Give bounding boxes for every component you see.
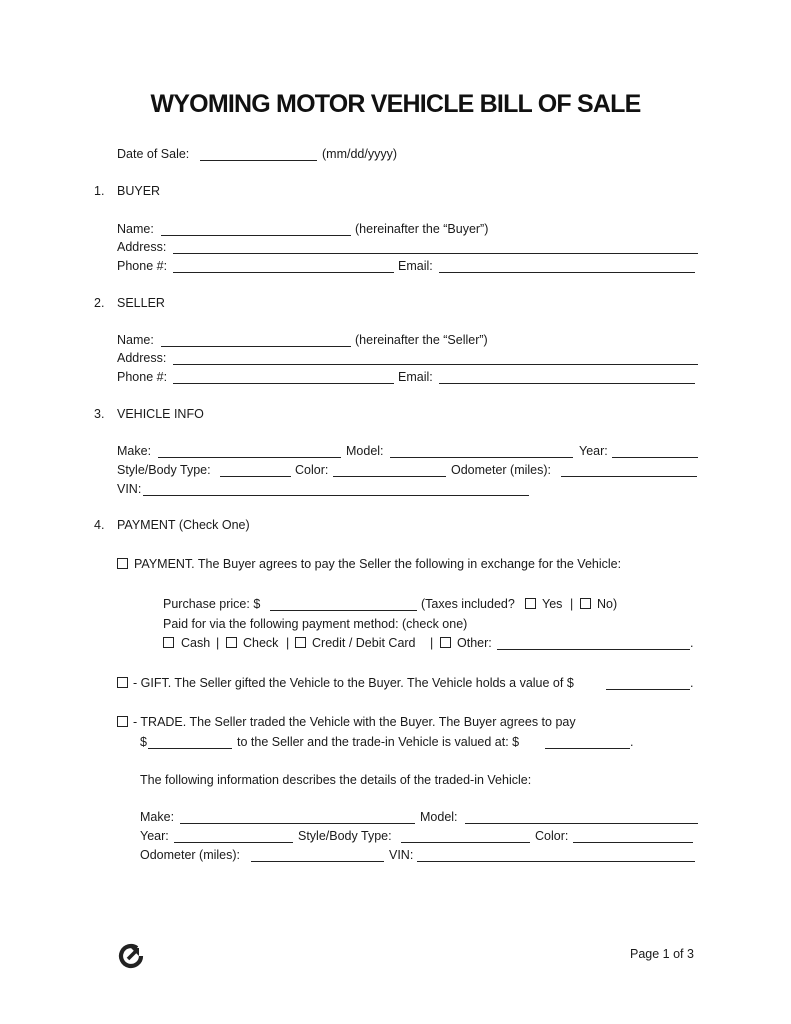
seller-address-label: Address: [117,351,167,365]
method-cash-checkbox[interactable] [163,637,174,648]
section-number-buyer: 1. [94,184,105,198]
vehicle-make-label: Make: [117,444,152,458]
trade-odometer-field[interactable] [251,861,384,862]
section-number-payment: 4. [94,518,105,532]
section-heading-seller: SELLER [117,296,165,310]
trade-model-label: Model: [420,810,458,824]
payment-method-label: Paid for via the following payment method: (check one) [163,617,468,631]
buyer-name-field[interactable] [161,235,351,236]
method-check-label: Check [243,636,279,650]
method-separator: | [216,636,220,650]
gift-option-checkbox[interactable] [117,677,128,688]
purchase-price-field[interactable] [270,610,417,611]
trade-year-label: Year: [140,829,169,843]
buyer-name-suffix: (hereinafter the “Buyer”) [355,222,489,236]
trade-style-label: Style/Body Type: [298,829,392,843]
vehicle-year-field[interactable] [612,457,698,458]
section-heading-payment: PAYMENT (Check One) [117,518,250,532]
vehicle-color-field[interactable] [333,476,446,477]
method-cash-label: Cash [181,636,211,650]
seller-address-field[interactable] [173,364,698,365]
seller-name-label: Name: [117,333,154,347]
trade-dollar-sign: $ [140,735,147,749]
vehicle-make-field[interactable] [158,457,341,458]
document-arrow-logo-icon [118,943,144,969]
seller-phone-label: Phone #: [117,370,168,384]
method-credit-label: Credit / Debit Card [312,636,416,650]
trade-mid-text: to the Seller and the trade-in Vehicle is valued at: $ [237,735,520,749]
method-other-label: Other: [457,636,492,650]
section-heading-vehicle: VEHICLE INFO [117,407,204,421]
buyer-phone-label: Phone #: [117,259,168,273]
taxes-separator: | [570,597,574,611]
buyer-address-field[interactable] [173,253,698,254]
vehicle-color-label: Color: [295,463,329,477]
method-separator: | [430,636,434,650]
buyer-address-label: Address: [117,240,167,254]
trade-color-label: Color: [535,829,569,843]
seller-phone-field[interactable] [173,383,394,384]
page-number: Page 1 of 3 [630,947,694,961]
seller-email-field[interactable] [439,383,695,384]
trade-model-field[interactable] [465,823,698,824]
taxes-no-checkbox[interactable] [580,598,591,609]
gift-option-text: - GIFT. The Seller gifted the Vehicle to the Buyer. The Vehicle holds a value of $ [133,676,574,690]
date-of-sale-label: Date of Sale: [117,147,190,161]
trade-intro-text: The following information describes the details of the traded-in Vehicle: [140,773,532,787]
buyer-name-label: Name: [117,222,154,236]
section-heading-buyer: BUYER [117,184,161,198]
vehicle-vin-field[interactable] [143,495,529,496]
buyer-email-label: Email: [398,259,433,273]
buyer-phone-field[interactable] [173,272,394,273]
page-title: WYOMING MOTOR VEHICLE BILL OF SALE [150,90,641,118]
payment-option-checkbox[interactable] [117,558,128,569]
date-format-hint: (mm/dd/yyyy) [322,147,397,161]
taxes-yes-label: Yes [542,597,563,611]
taxes-included-label: (Taxes included? [421,597,515,611]
trade-option-checkbox[interactable] [117,716,128,727]
vehicle-model-label: Model: [346,444,384,458]
method-other-checkbox[interactable] [440,637,451,648]
trade-vin-field[interactable] [417,861,695,862]
vehicle-year-label: Year: [579,444,608,458]
gift-period: . [690,676,694,690]
buyer-email-field[interactable] [439,272,695,273]
payment-option-text: PAYMENT. The Buyer agrees to pay the Seller the following in exchange for the Vehicle: [134,557,622,571]
method-other-field[interactable] [497,649,690,650]
vehicle-style-label: Style/Body Type: [117,463,211,477]
taxes-no-label: No) [597,597,618,611]
method-separator: | [286,636,290,650]
trade-option-text: - TRADE. The Seller traded the Vehicle with the Buyer. The Buyer agrees to pay [133,715,576,729]
seller-name-field[interactable] [161,346,351,347]
seller-email-label: Email: [398,370,433,384]
trade-value-field[interactable] [545,748,630,749]
vehicle-model-field[interactable] [390,457,573,458]
vehicle-odometer-label: Odometer (miles): [451,463,552,477]
trade-vin-label: VIN: [389,848,414,862]
vehicle-vin-label: VIN: [117,482,142,496]
trade-pay-field[interactable] [148,748,232,749]
trade-style-field[interactable] [401,842,530,843]
date-of-sale-field[interactable] [200,160,317,161]
method-check-checkbox[interactable] [226,637,237,648]
gift-value-field[interactable] [606,689,690,690]
method-period: . [690,636,694,650]
trade-odometer-label: Odometer (miles): [140,848,241,862]
trade-make-label: Make: [140,810,175,824]
trade-color-field[interactable] [573,842,693,843]
method-credit-checkbox[interactable] [295,637,306,648]
seller-name-suffix: (hereinafter the “Seller”) [355,333,488,347]
trade-year-field[interactable] [174,842,293,843]
trade-period: . [630,735,634,749]
vehicle-odometer-field[interactable] [561,476,697,477]
vehicle-style-field[interactable] [220,476,291,477]
trade-make-field[interactable] [180,823,415,824]
section-number-seller: 2. [94,296,105,310]
taxes-yes-checkbox[interactable] [525,598,536,609]
section-number-vehicle: 3. [94,407,105,421]
purchase-price-label: Purchase price: $ [163,597,261,611]
